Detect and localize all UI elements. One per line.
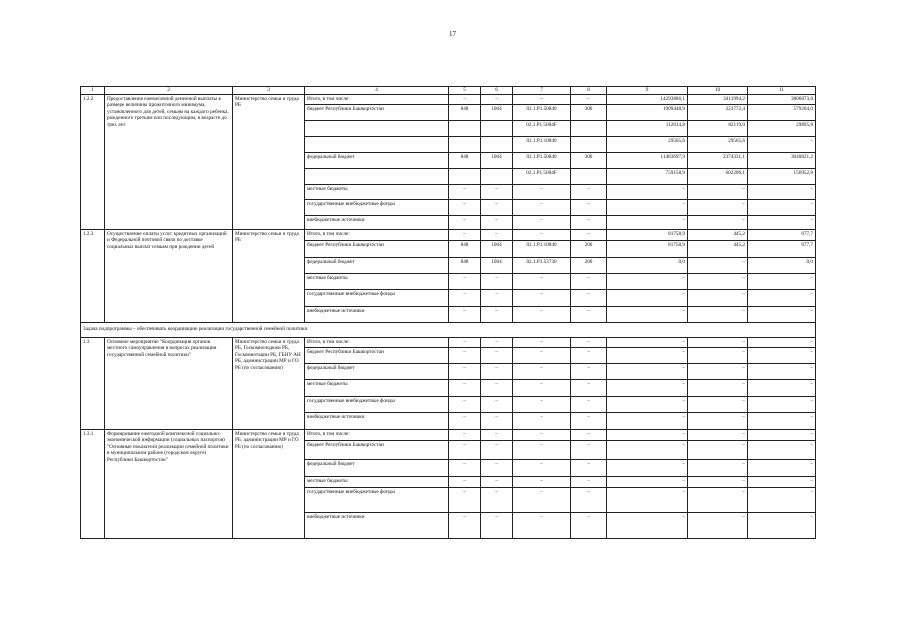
- cell-year-2: 29895,8: [748, 120, 816, 136]
- cell-section: –: [481, 429, 513, 440]
- header-cell: 6: [481, 87, 513, 95]
- cell-target-article: –: [513, 273, 571, 289]
- cell-year-2: 0,0: [748, 257, 816, 273]
- cell-grbs: –: [449, 396, 481, 412]
- cell-grbs: –: [449, 512, 481, 538]
- funding-source: [305, 120, 449, 136]
- header-cell: 7: [513, 87, 571, 95]
- funding-source: федеральный бюджет: [305, 257, 449, 273]
- header-cell: 9: [607, 87, 688, 95]
- table-body: [81, 87, 816, 539]
- item-name: Осуществление оплаты услуг кредитных организаций и Федеральной почтовой связи по доставке социальных выплат семьям при рождении детей: [105, 229, 233, 322]
- cell-total: –: [607, 273, 688, 289]
- cell-year-1: –: [688, 306, 748, 322]
- cell-expense-type: 300: [571, 152, 607, 168]
- cell-year-2: –: [748, 199, 816, 215]
- cell-total: 759158,9: [607, 168, 688, 184]
- cell-target-article: 02.1.Р1.53730: [513, 257, 571, 273]
- section-row: [81, 322, 816, 337]
- header-cell: 10: [688, 87, 748, 95]
- cell-expense-type: [571, 168, 607, 184]
- cell-grbs: [449, 136, 481, 152]
- funding-source: бюджет Республики Башкортостан: [305, 347, 449, 363]
- budget-table: [80, 86, 816, 539]
- item-name: Формирование ежегодной комплексной социально-экономической информации (социальных паспортов) "Основные показатели реализации семейной политики в муниципальном районе (городском округе) Республики Башкортостан": [105, 429, 233, 538]
- cell-expense-type: –: [571, 487, 607, 512]
- cell-target-article: –: [513, 396, 571, 412]
- cell-expense-type: –: [571, 306, 607, 322]
- cell-expense-type: –: [571, 412, 607, 429]
- cell-total: 81758,9: [607, 229, 688, 240]
- cell-grbs: –: [449, 184, 481, 199]
- cell-target-article: –: [513, 337, 571, 347]
- cell-total: –: [607, 379, 688, 396]
- cell-total: 0,0: [607, 257, 688, 273]
- cell-target-article: –: [513, 459, 571, 476]
- funding-source: Итого, в том числе:: [305, 429, 449, 440]
- cell-expense-type: –: [571, 199, 607, 215]
- cell-grbs: [449, 120, 481, 136]
- cell-year-1: –: [688, 257, 748, 273]
- cell-year-1: –: [688, 476, 748, 487]
- table-row: [81, 94, 816, 104]
- item-number: 1.3: [81, 337, 105, 429]
- cell-target-article: –: [513, 289, 571, 306]
- cell-target-article: –: [513, 347, 571, 363]
- cell-grbs: –: [449, 289, 481, 306]
- cell-total: 14293886,1: [607, 94, 688, 104]
- cell-expense-type: 300: [571, 104, 607, 120]
- cell-year-1: 82119,0: [688, 120, 748, 136]
- funding-source: государственные внебюджетные фонды: [305, 199, 449, 215]
- cell-grbs: –: [449, 94, 481, 104]
- cell-year-1: 602206,1: [688, 168, 748, 184]
- cell-year-1: –: [688, 429, 748, 440]
- cell-grbs: 848: [449, 257, 481, 273]
- header-cell: 4: [305, 87, 449, 95]
- cell-expense-type: –: [571, 289, 607, 306]
- cell-year-2: 677,7: [748, 229, 816, 240]
- funding-source: бюджет Республики Башкортостан: [305, 440, 449, 459]
- funding-source: Итого, в том числе:: [305, 229, 449, 240]
- cell-section: –: [481, 347, 513, 363]
- cell-expense-type: –: [571, 396, 607, 412]
- cell-year-1: –: [688, 363, 748, 379]
- cell-target-article: 02.1.Р1.5084F: [513, 120, 571, 136]
- funding-source: государственные внебюджетные фонды: [305, 289, 449, 306]
- cell-expense-type: –: [571, 215, 607, 229]
- cell-total: –: [607, 429, 688, 440]
- cell-year-2: –: [748, 136, 816, 152]
- cell-grbs: –: [449, 459, 481, 476]
- cell-year-1: 445,2: [688, 240, 748, 257]
- cell-section: 1004: [481, 240, 513, 257]
- cell-target-article: 02.1.Р1.5084F: [513, 168, 571, 184]
- funding-source: внебюджетные источники: [305, 412, 449, 429]
- cell-section: [481, 168, 513, 184]
- cell-total: –: [607, 289, 688, 306]
- cell-year-2: –: [748, 273, 816, 289]
- page-number: 17: [449, 30, 456, 38]
- cell-year-1: –: [688, 273, 748, 289]
- cell-year-2: 3806873,8: [748, 94, 816, 104]
- cell-target-article: 02.1.Р1.50840: [513, 104, 571, 120]
- cell-section: –: [481, 476, 513, 487]
- cell-target-article: –: [513, 429, 571, 440]
- cell-year-2: –: [748, 379, 816, 396]
- cell-section: 1004: [481, 152, 513, 168]
- cell-year-2: 156952,8: [748, 168, 816, 184]
- funding-source: государственные внебюджетные фонды: [305, 487, 449, 512]
- cell-section: –: [481, 379, 513, 396]
- cell-total: 81758,9: [607, 240, 688, 257]
- cell-year-2: 3040821,2: [748, 152, 816, 168]
- cell-total: –: [607, 306, 688, 322]
- cell-expense-type: –: [571, 363, 607, 379]
- header-cell: 8: [571, 87, 607, 95]
- cell-expense-type: [571, 120, 607, 136]
- cell-year-2: –: [748, 289, 816, 306]
- cell-target-article: 02.1.Р1.50840: [513, 152, 571, 168]
- cell-section: –: [481, 396, 513, 412]
- cell-year-1: 29565,6: [688, 136, 748, 152]
- cell-grbs: [449, 168, 481, 184]
- cell-section: –: [481, 337, 513, 347]
- item-name: Основное мероприятие "Координация органов местного самоуправления в вопросах реализации государственной семейной политики": [105, 337, 233, 429]
- section-task-title: Задача подпрограммы – обеспечивать координацию реализации государственной семейной политики: [81, 322, 816, 337]
- header-cell: 3: [233, 87, 305, 95]
- header-cell: 2: [105, 87, 233, 95]
- cell-expense-type: –: [571, 512, 607, 538]
- cell-total: –: [607, 476, 688, 487]
- cell-year-2: –: [748, 476, 816, 487]
- cell-section: –: [481, 363, 513, 379]
- cell-target-article: –: [513, 229, 571, 240]
- funding-source: местные бюджеты: [305, 184, 449, 199]
- cell-year-1: –: [688, 487, 748, 512]
- item-name: Предоставление ежемесячной денежной выплаты в размере величины прожиточного минимума, установленного для детей, семьям на каждого ребенка, рожденного третьим или последующим, в возрасте до трех лет: [105, 94, 233, 229]
- cell-total: 112014,8: [607, 120, 688, 136]
- cell-year-2: –: [748, 347, 816, 363]
- cell-total: 11483697,9: [607, 152, 688, 168]
- funding-source: [305, 136, 449, 152]
- cell-year-2: –: [748, 363, 816, 379]
- cell-section: –: [481, 289, 513, 306]
- cell-expense-type: –: [571, 379, 607, 396]
- cell-grbs: –: [449, 229, 481, 240]
- cell-year-1: –: [688, 459, 748, 476]
- cell-total: –: [607, 215, 688, 229]
- cell-grbs: –: [449, 215, 481, 229]
- cell-total: –: [607, 184, 688, 199]
- cell-year-1: –: [688, 199, 748, 215]
- cell-total: 1909448,9: [607, 104, 688, 120]
- funding-source: внебюджетные источники: [305, 306, 449, 322]
- table-row: [81, 429, 816, 440]
- cell-expense-type: –: [571, 94, 607, 104]
- item-executor: Министерство семьи и труда РБ: [233, 229, 305, 322]
- cell-expense-type: –: [571, 429, 607, 440]
- cell-total: –: [607, 487, 688, 512]
- cell-target-article: –: [513, 487, 571, 512]
- cell-target-article: –: [513, 306, 571, 322]
- cell-expense-type: –: [571, 184, 607, 199]
- header-cell: 1: [81, 87, 105, 95]
- item-executor: Министерство семьи и труда РБ, администрации МР и ГО РБ (по согласованию): [233, 429, 305, 538]
- funding-source: государственные внебюджетные фонды: [305, 396, 449, 412]
- cell-total: –: [607, 459, 688, 476]
- cell-section: –: [481, 273, 513, 289]
- cell-year-1: 445,2: [688, 229, 748, 240]
- cell-total: –: [607, 199, 688, 215]
- header-cell: 11: [748, 87, 816, 95]
- cell-section: –: [481, 184, 513, 199]
- cell-year-2: 677,7: [748, 240, 816, 257]
- cell-section: [481, 120, 513, 136]
- cell-expense-type: [571, 136, 607, 152]
- cell-total: –: [607, 412, 688, 429]
- cell-year-2: –: [748, 184, 816, 199]
- cell-target-article: –: [513, 440, 571, 459]
- funding-source: Итого, в том числе:: [305, 94, 449, 104]
- cell-total: –: [607, 347, 688, 363]
- cell-year-2: –: [748, 440, 816, 459]
- cell-year-1: –: [688, 347, 748, 363]
- header-cell: 5: [449, 87, 481, 95]
- cell-year-2: –: [748, 487, 816, 512]
- cell-year-2: –: [748, 337, 816, 347]
- cell-grbs: –: [449, 337, 481, 347]
- funding-source: местные бюджеты: [305, 476, 449, 487]
- cell-section: –: [481, 459, 513, 476]
- funding-source: внебюджетные источники: [305, 512, 449, 538]
- cell-expense-type: –: [571, 337, 607, 347]
- funding-source: бюджет Республики Башкортостан: [305, 104, 449, 120]
- cell-target-article: –: [513, 379, 571, 396]
- cell-year-1: –: [688, 396, 748, 412]
- cell-target-article: –: [513, 363, 571, 379]
- cell-year-2: –: [748, 306, 816, 322]
- cell-grbs: –: [449, 429, 481, 440]
- cell-section: –: [481, 306, 513, 322]
- cell-grbs: –: [449, 412, 481, 429]
- cell-section: –: [481, 215, 513, 229]
- funding-source: Итого, в том числе:: [305, 337, 449, 347]
- cell-year-1: –: [688, 512, 748, 538]
- cell-grbs: –: [449, 379, 481, 396]
- cell-total: –: [607, 363, 688, 379]
- table-row: [81, 229, 816, 240]
- cell-total: 29565,6: [607, 136, 688, 152]
- cell-grbs: 848: [449, 152, 481, 168]
- cell-section: 1004: [481, 257, 513, 273]
- cell-target-article: –: [513, 512, 571, 538]
- cell-year-1: –: [688, 215, 748, 229]
- cell-year-2: –: [748, 396, 816, 412]
- item-number: 1.2.2: [81, 94, 105, 229]
- cell-year-1: –: [688, 289, 748, 306]
- cell-total: –: [607, 396, 688, 412]
- cell-year-1: 323772,4: [688, 104, 748, 120]
- cell-section: 1004: [481, 104, 513, 120]
- cell-target-article: –: [513, 215, 571, 229]
- cell-year-2: –: [748, 215, 816, 229]
- funding-source: федеральный бюджет: [305, 363, 449, 379]
- item-executor: Министерство семьи и труда РБ: [233, 94, 305, 229]
- cell-expense-type: 200: [571, 257, 607, 273]
- cell-section: –: [481, 487, 513, 512]
- cell-section: –: [481, 512, 513, 538]
- cell-expense-type: –: [571, 440, 607, 459]
- cell-expense-type: 200: [571, 240, 607, 257]
- cell-grbs: –: [449, 487, 481, 512]
- cell-grbs: –: [449, 273, 481, 289]
- cell-target-article: 02.1.Р1.10840: [513, 240, 571, 257]
- cell-year-2: –: [748, 512, 816, 538]
- cell-year-1: –: [688, 379, 748, 396]
- cell-target-article: –: [513, 184, 571, 199]
- cell-year-1: 2374331,1: [688, 152, 748, 168]
- cell-year-2: 579204,0: [748, 104, 816, 120]
- cell-year-1: –: [688, 412, 748, 429]
- cell-year-1: –: [688, 440, 748, 459]
- item-number: 1.2.3: [81, 229, 105, 322]
- cell-section: –: [481, 440, 513, 459]
- item-executor: Министерство семьи и труда РБ, Госкомнолодежи РБ, Госкомнотации РБ, ГБНУ АН РБ, администрации МР и ГО РБ (по согласованию): [233, 337, 305, 429]
- table-row: [81, 337, 816, 347]
- cell-grbs: –: [449, 199, 481, 215]
- cell-expense-type: –: [571, 347, 607, 363]
- funding-source: местные бюджеты: [305, 379, 449, 396]
- cell-target-article: –: [513, 199, 571, 215]
- cell-year-1: –: [688, 184, 748, 199]
- funding-source: бюджет Республики Башкортостан: [305, 240, 449, 257]
- budget-table-wrap: [80, 86, 815, 576]
- cell-grbs: –: [449, 347, 481, 363]
- cell-target-article: –: [513, 476, 571, 487]
- cell-year-1: –: [688, 337, 748, 347]
- cell-grbs: –: [449, 476, 481, 487]
- cell-year-2: –: [748, 412, 816, 429]
- cell-section: –: [481, 412, 513, 429]
- funding-source: местные бюджеты: [305, 273, 449, 289]
- funding-source: федеральный бюджет: [305, 459, 449, 476]
- funding-source: внебюджетные источники: [305, 215, 449, 229]
- cell-target-article: –: [513, 412, 571, 429]
- cell-section: –: [481, 199, 513, 215]
- cell-total: –: [607, 512, 688, 538]
- cell-expense-type: –: [571, 273, 607, 289]
- cell-grbs: –: [449, 306, 481, 322]
- cell-year-2: –: [748, 459, 816, 476]
- funding-source: федеральный бюджет: [305, 152, 449, 168]
- cell-total: –: [607, 440, 688, 459]
- cell-grbs: –: [449, 440, 481, 459]
- cell-section: [481, 136, 513, 152]
- cell-expense-type: –: [571, 229, 607, 240]
- cell-expense-type: –: [571, 459, 607, 476]
- item-number: 1.3.1: [81, 429, 105, 538]
- cell-grbs: 848: [449, 240, 481, 257]
- cell-target-article: –: [513, 94, 571, 104]
- cell-section: –: [481, 94, 513, 104]
- funding-source: [305, 168, 449, 184]
- cell-year-1: 3411994,2: [688, 94, 748, 104]
- cell-target-article: 02.1.Р1.10840: [513, 136, 571, 152]
- cell-grbs: 848: [449, 104, 481, 120]
- cell-total: –: [607, 337, 688, 347]
- cell-expense-type: –: [571, 476, 607, 487]
- cell-section: –: [481, 229, 513, 240]
- cell-year-2: –: [748, 429, 816, 440]
- cell-grbs: –: [449, 363, 481, 379]
- header-row: [81, 87, 816, 95]
